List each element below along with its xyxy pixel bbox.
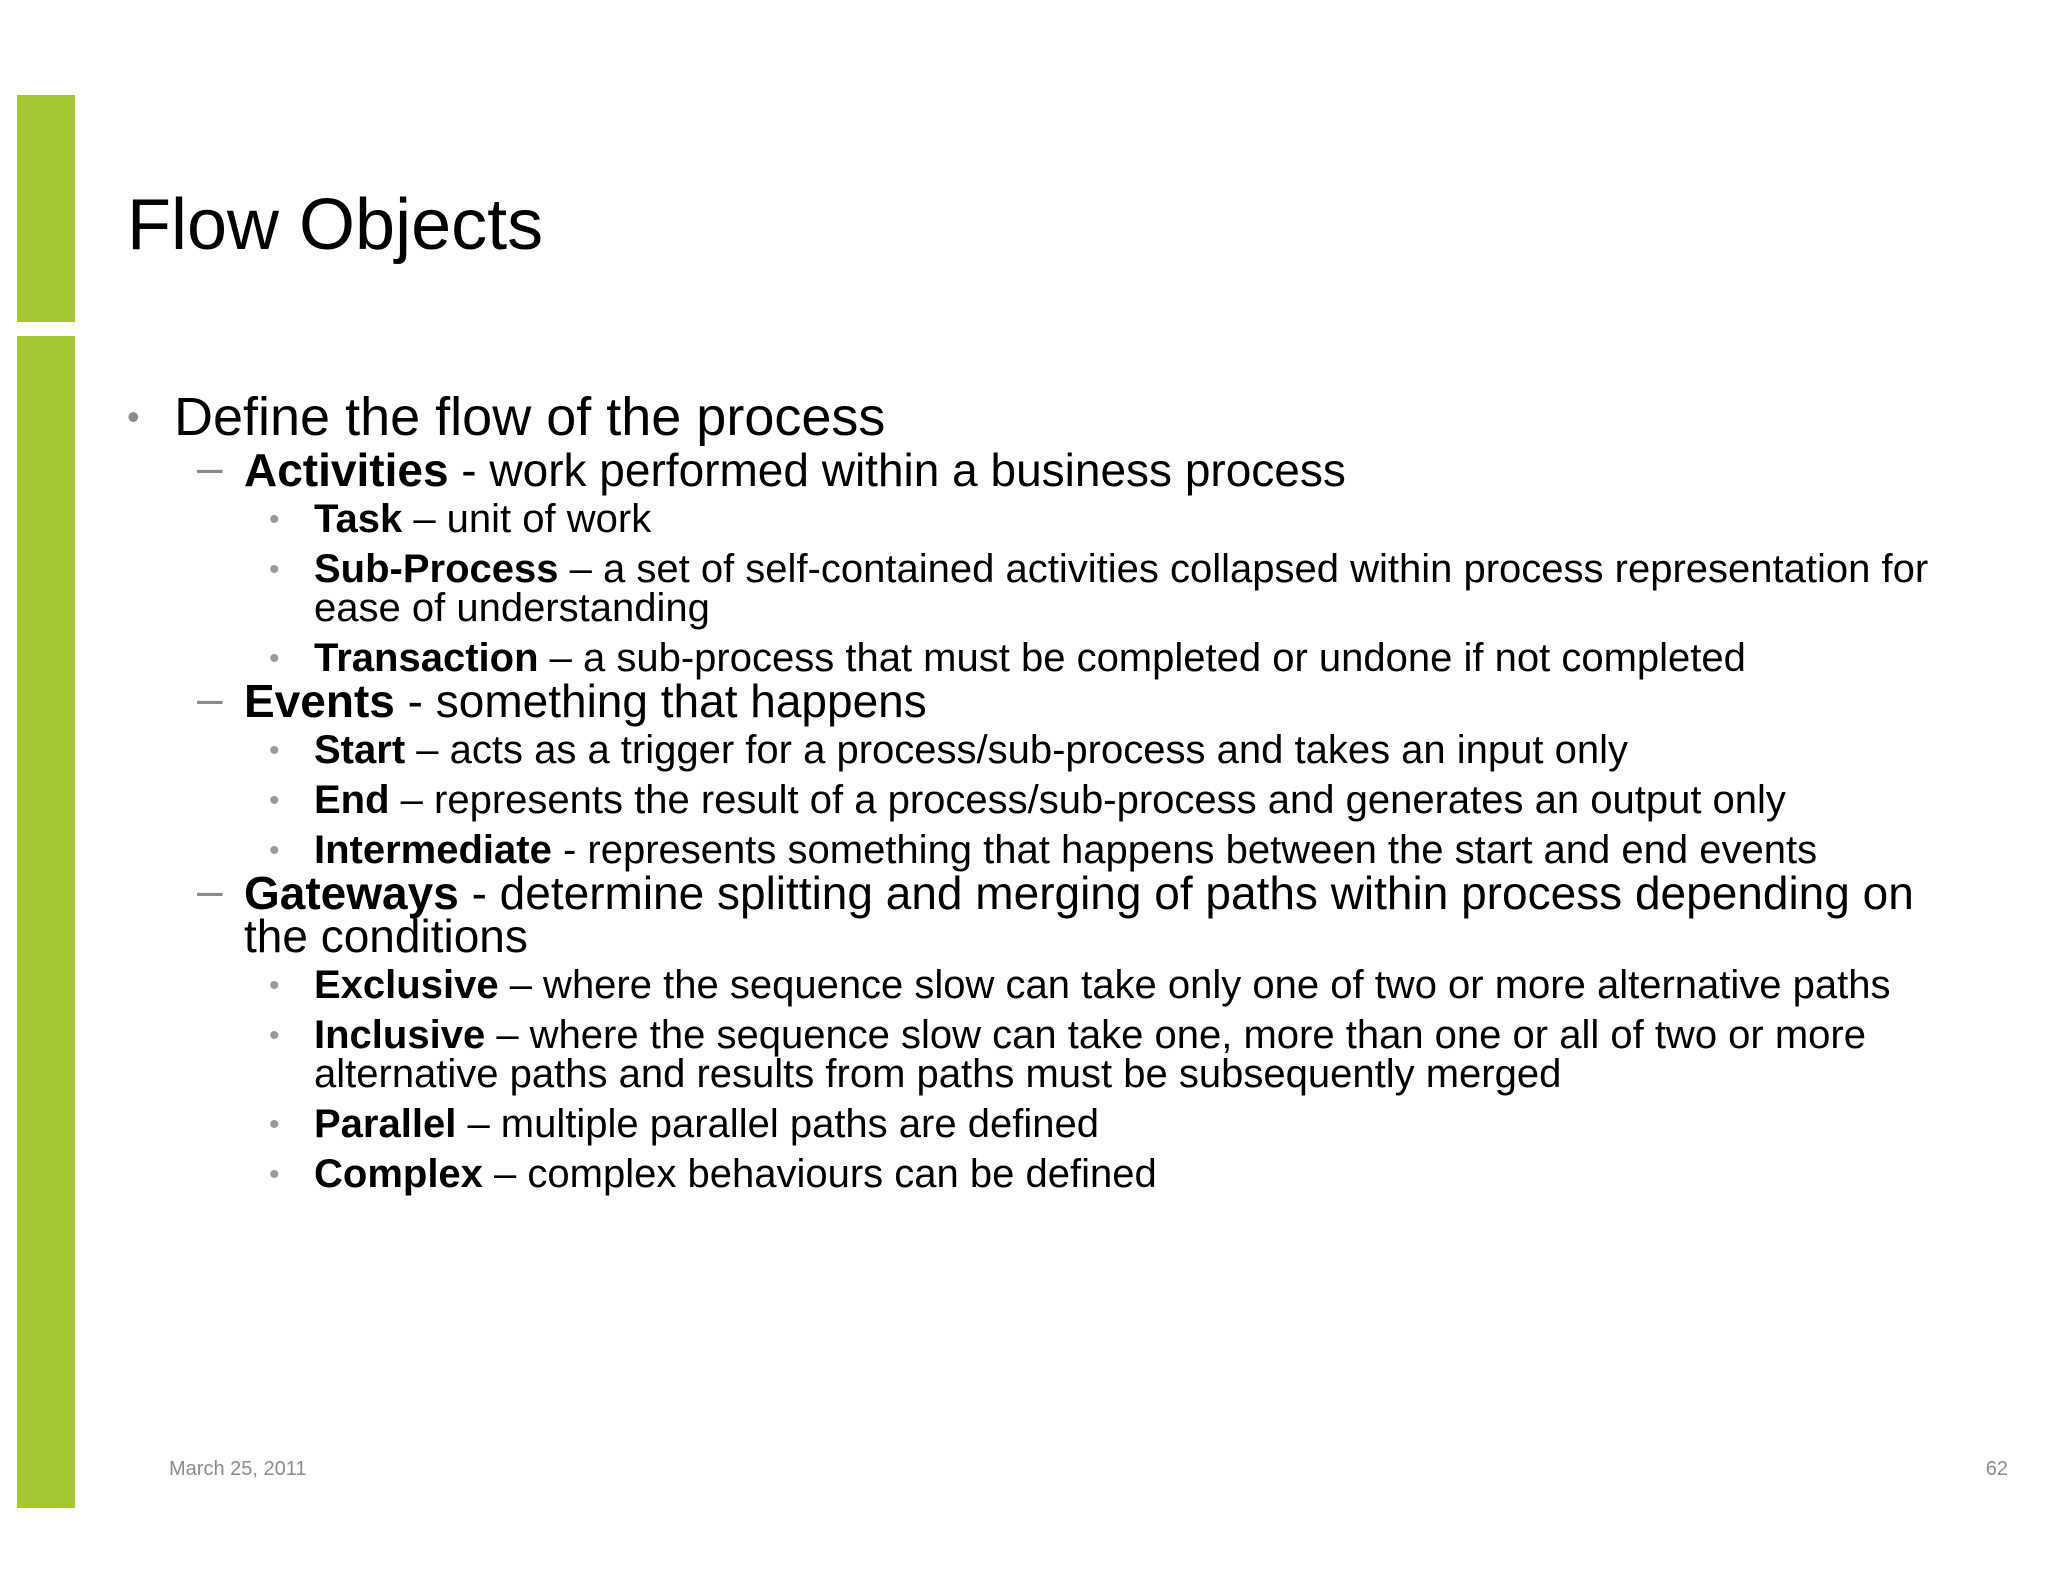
events-desc: - something that happens xyxy=(394,675,927,727)
bullet-dot-icon: • xyxy=(269,734,280,767)
list-item-sub-process xyxy=(127,547,1957,630)
bullet-dot-icon: • xyxy=(269,784,280,817)
accent-bar-bottom xyxy=(17,336,75,1508)
list-item-transaction xyxy=(127,636,1957,680)
item-desc: – multiple parallel paths are defined xyxy=(456,1102,1099,1146)
slide-title: Flow Objects xyxy=(127,185,544,265)
gateways-desc: - determine splitting and merging of paths within process depending on the conditions xyxy=(244,867,1914,962)
accent-bar-top xyxy=(17,95,75,322)
item-term: Inclusive xyxy=(314,1013,486,1057)
sub-bullet-events xyxy=(127,672,1957,727)
list-item-parallel xyxy=(127,1102,1957,1146)
item-desc: – acts as a trigger for a process/sub-process and takes an input only xyxy=(405,728,1629,772)
list-item-exclusive xyxy=(127,963,1957,1007)
bullet-dot-icon: • xyxy=(269,1019,280,1052)
sub-bullet-gateways xyxy=(127,864,1957,962)
activities-term: Activities xyxy=(244,444,449,496)
dash-icon: – xyxy=(197,672,223,724)
item-term: End xyxy=(314,778,390,822)
item-desc: – a set of self-contained activities collapsed within process representation for ease of understanding xyxy=(314,547,1929,630)
gateways-term: Gateways xyxy=(244,867,459,919)
list-item-task xyxy=(127,497,1957,541)
item-term: Exclusive xyxy=(314,963,499,1007)
bullet-dot-icon: • xyxy=(269,1158,280,1191)
dash-icon: – xyxy=(197,864,223,916)
item-term: Intermediate xyxy=(314,828,552,872)
item-desc: – a sub-process that must be completed or undone if not completed xyxy=(538,636,1746,680)
main-point-text: Define the flow of the process xyxy=(174,387,886,447)
events-term: Events xyxy=(244,675,395,727)
list-item-complex xyxy=(127,1152,1957,1196)
list-item-inclusive xyxy=(127,1013,1957,1096)
main-bullet xyxy=(127,387,1957,447)
sub-bullet-activities xyxy=(127,441,1957,496)
bullet-dot-icon: • xyxy=(127,396,140,437)
item-term: Sub-Process xyxy=(314,547,559,591)
list-item-intermediate xyxy=(127,828,1957,872)
bullet-dot-icon: • xyxy=(269,503,280,536)
item-desc: – where the sequence slow can take one, more than one or all of two or more alternative paths and results from paths must be subsequently merged xyxy=(314,1013,1866,1096)
page-number: 62 xyxy=(1985,1458,2008,1480)
item-desc: – unit of work xyxy=(402,497,652,541)
list-item-end xyxy=(127,778,1957,822)
item-desc: - represents something that happens between the start and end events xyxy=(551,828,1818,872)
footer-date: March 25, 2011 xyxy=(169,1458,307,1480)
dash-icon: – xyxy=(197,441,223,493)
bullet-dot-icon: • xyxy=(269,834,280,867)
item-term: Start xyxy=(314,728,406,772)
activities-desc: - work performed within a business process xyxy=(448,444,1346,496)
item-term: Transaction xyxy=(314,636,539,680)
item-desc: – complex behaviours can be defined xyxy=(482,1152,1157,1196)
bullet-dot-icon: • xyxy=(269,1108,280,1141)
item-desc: – represents the result of a process/sub-process and generates an output only xyxy=(389,778,1786,822)
list-item-start xyxy=(127,728,1957,772)
bullet-dot-icon: • xyxy=(269,642,280,675)
bullet-dot-icon: • xyxy=(269,969,280,1002)
item-term: Parallel xyxy=(314,1102,457,1146)
slide-content xyxy=(127,387,1957,1194)
item-desc: – where the sequence slow can take only one of two or more alternative paths xyxy=(498,963,1891,1007)
item-term: Task xyxy=(314,497,403,541)
item-term: Complex xyxy=(314,1152,483,1196)
bullet-dot-icon: • xyxy=(269,553,280,586)
